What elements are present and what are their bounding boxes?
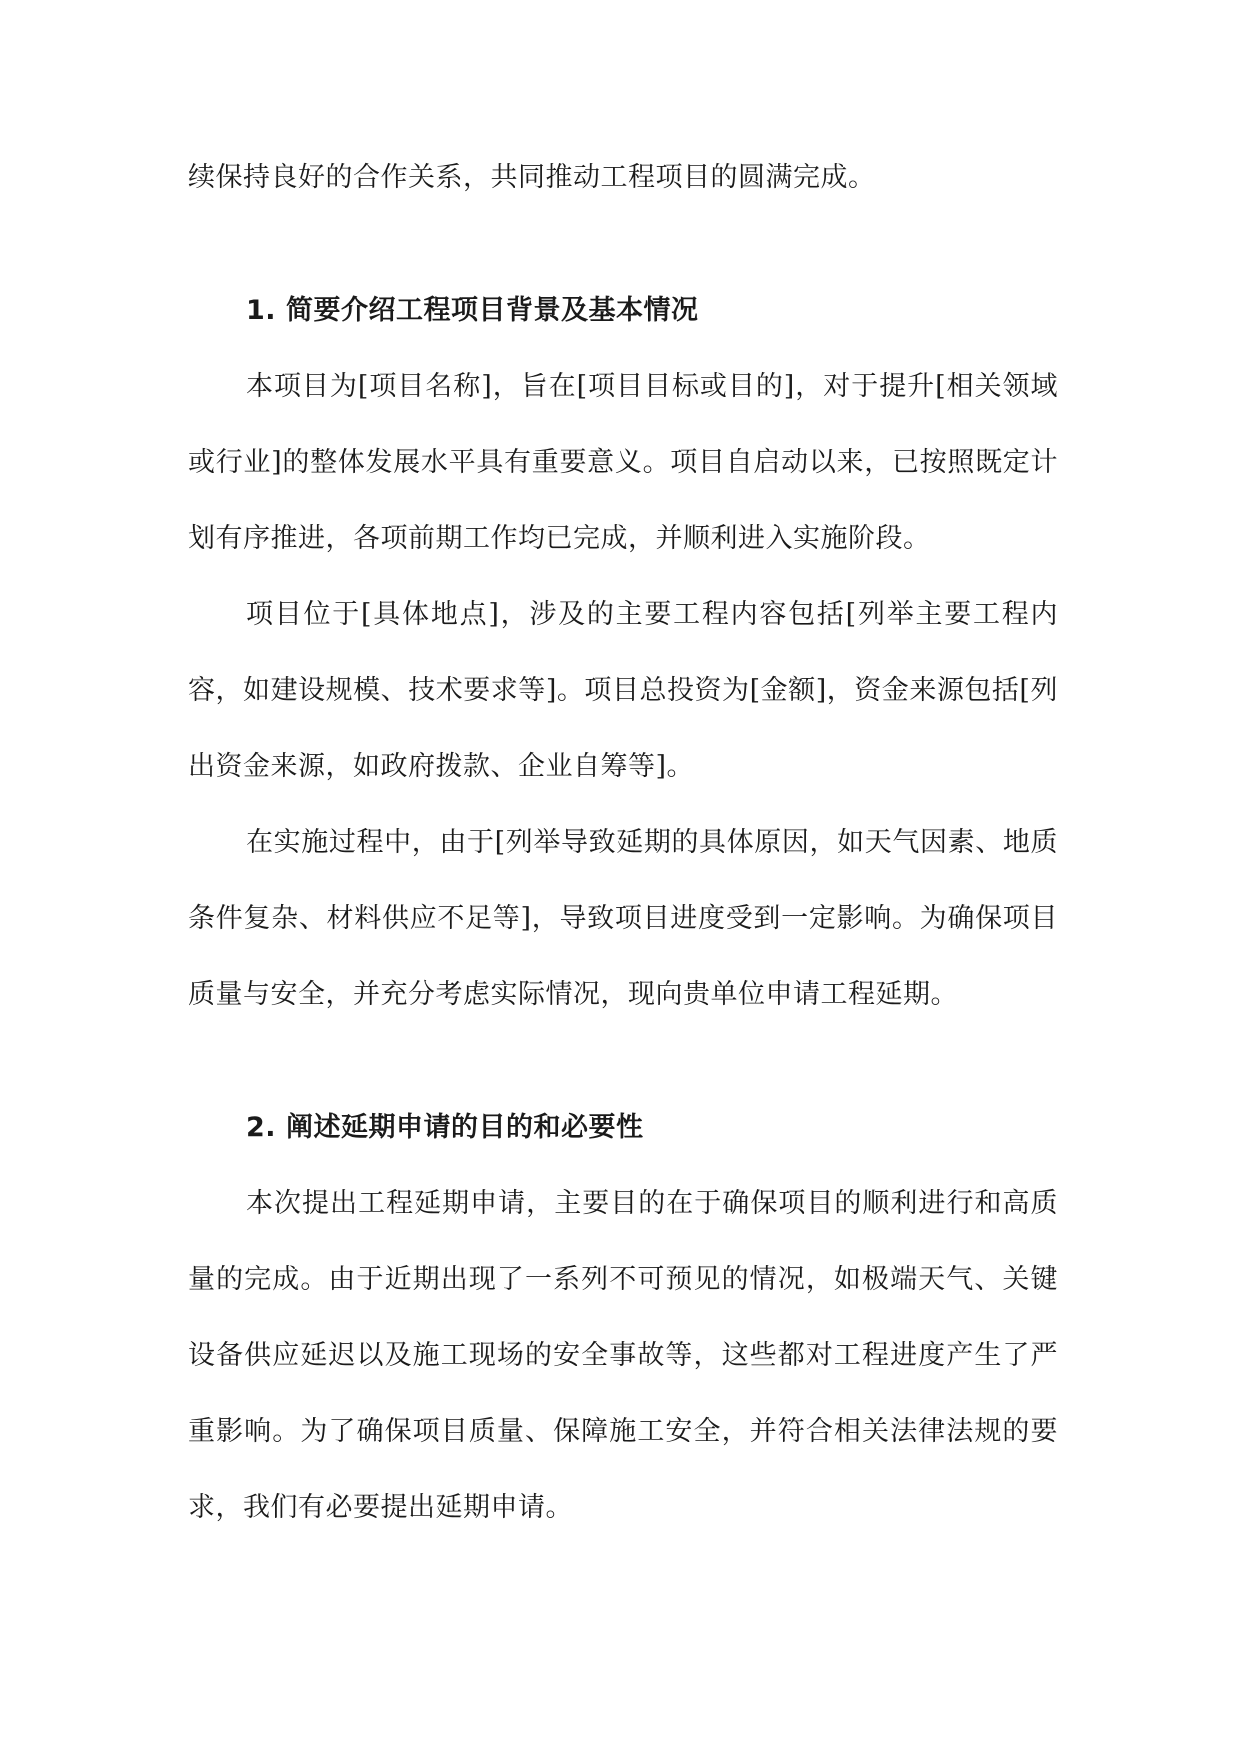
document-body	[188, 140, 1058, 1546]
section-spacer	[188, 1033, 1058, 1090]
section-2-heading: 2. 阐述延期申请的目的和必要性	[246, 1112, 644, 1143]
section-spacer	[188, 216, 1058, 273]
section-2-paragraph-1: 本次提出工程延期申请，主要目的在于确保项目的顺利进行和高质量的完成。由于近期出现了一系列不可预见的情况，如极端天气、关键设备供应延迟以及施工现场的安全事故等，这些都对工程进度产生了严重影响。为了确保项目质量、保障施工安全，并符合相关法律法规的要求，我们有必要提出延期申请。	[188, 1188, 1058, 1523]
section-1-paragraph-1: 本项目为[项目名称]，旨在[项目目标或目的]，对于提升[相关领域或行业]的整体发展水平具有重要意义。项目自启动以来，已按照既定计划有序推进，各项前期工作均已完成，并顺利进入实施阶段。	[188, 371, 1058, 554]
intro-continuation-paragraph: 续保持良好的合作关系，共同推动工程项目的圆满完成。	[188, 162, 876, 193]
section-1-paragraph-2: 项目位于[具体地点]，涉及的主要工程内容包括[列举主要工程内容，如建设规模、技术要求等]。项目总投资为[金额]，资金来源包括[列出资金来源，如政府拨款、企业自筹等]。	[188, 599, 1058, 782]
section-1-paragraph-3: 在实施过程中，由于[列举导致延期的具体原因，如天气因素、地质条件复杂、材料供应不足等]，导致项目进度受到一定影响。为确保项目质量与安全，并充分考虑实际情况，现向贵单位申请工程延期。	[188, 827, 1058, 1010]
section-1-heading: 1. 简要介绍工程项目背景及基本情况	[246, 295, 699, 326]
